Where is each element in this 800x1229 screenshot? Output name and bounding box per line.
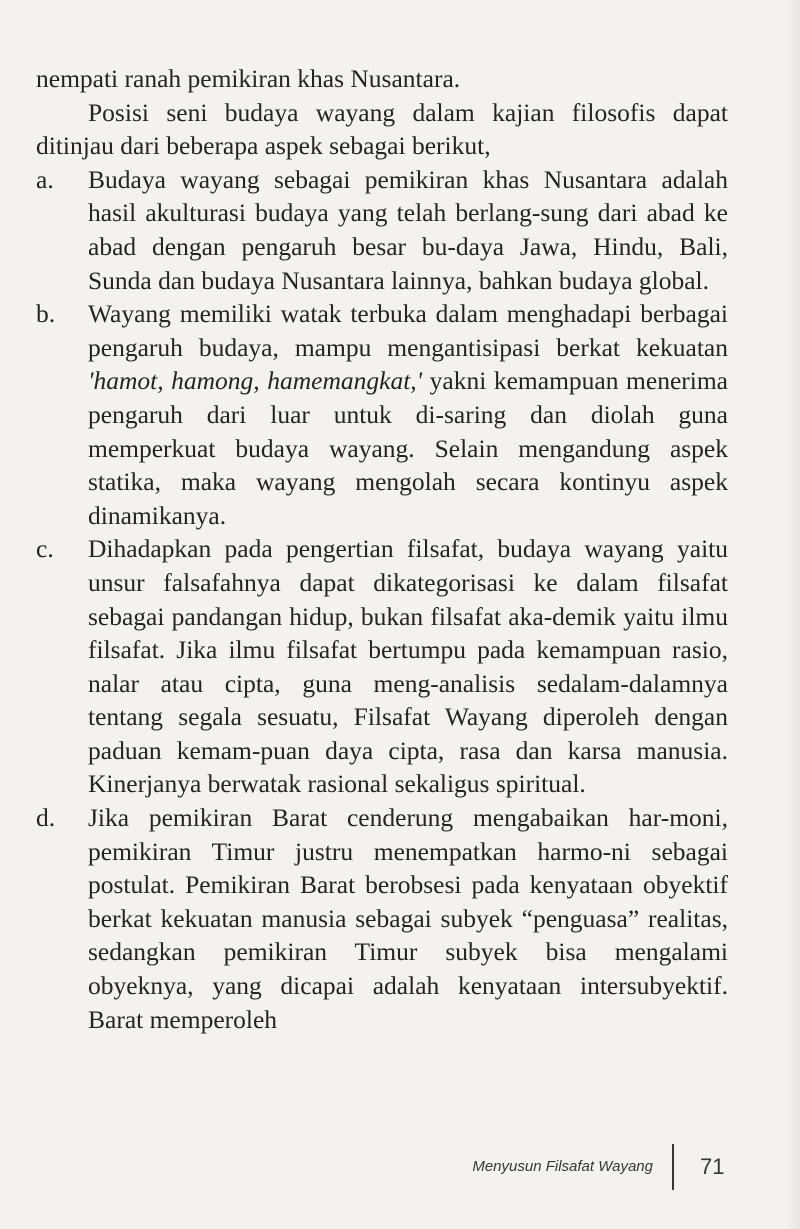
list-item-b <box>36 297 728 532</box>
page-number: 71 <box>700 1154 725 1179</box>
list-item-d <box>36 801 728 1036</box>
page-body <box>36 62 728 1036</box>
list-item-c <box>36 532 728 801</box>
list-item-text: Jika pemikiran Barat cenderung mengabaikan har-moni, pemikiran Timur justru menempatkan harmo-ni sebagai postulat. Pemikiran Barat berobsesi pada kenyataan obyektif berkat kekuatan manusia sebagai subyek “penguasa” realitas, sedangkan pemikiran Timur subyek bisa mengalami obyeknya, yang dicapai adalah kenyataan intersubyektif. Barat memperoleh <box>88 803 728 1034</box>
list-marker: c. <box>36 534 54 564</box>
running-footer-title: Menyusun Filsafat Wayang <box>472 1158 653 1175</box>
footer-divider <box>672 1144 674 1190</box>
page-edge-shadow <box>786 0 800 1229</box>
paragraph-position: Posisi seni budaya wayang dalam kajian filosofis dapat ditinjau dari beberapa aspek sebagai berikut, <box>36 97 728 161</box>
page-footer <box>0 1142 800 1198</box>
list-marker: b. <box>36 299 56 329</box>
list-item-text: Wayang memiliki watak terbuka dalam menghadapi berbagai pengaruh budaya, mampu mengantisipasi berkat kekuatan <box>88 299 728 362</box>
paragraph-continuation: nempati ranah pemikiran khas Nusantara. <box>36 64 461 93</box>
list-item-text: Budaya wayang sebagai pemikiran khas Nusantara adalah hasil akulturasi budaya yang telah berlang-sung dari abad ke abad dengan pengaruh besar bu-daya Jawa, Hindu, Bali, Sunda dan budaya Nusantara lainnya, bahkan budaya global. <box>88 164 728 295</box>
javanese-term: 'hamot, hamong, hamemangkat,' <box>88 366 423 396</box>
list-item-text: yakni kemampuan menerima pengaruh dari luar untuk di-saring dan diolah guna memperkuat budaya wayang. Selain mengandung aspek statika, maka wayang mengolah secara kontinyu aspek dinamikanya. <box>88 366 728 530</box>
list-item-a <box>36 163 728 297</box>
aspect-list <box>36 163 728 1036</box>
list-marker: a. <box>36 164 54 194</box>
list-item-text: Dihadapkan pada pengertian filsafat, budaya wayang yaitu unsur falsafahnya dapat dikategorisasi ke dalam filsafat sebagai pandangan hidup, bukan filsafat aka-demik yaitu ilmu filsafat. Jika ilmu filsafat bertumpu pada kemampuan rasio, nalar atau cipta, guna meng-analisis sedalam-dalamnya tentang segala sesuatu, Filsafat Wayang diperoleh dengan paduan kemam-puan daya cipta, rasa dan karsa manusia. Kinerjanya berwatak rasional sekaligus spiritual. <box>88 534 728 799</box>
list-marker: d. <box>36 803 56 833</box>
